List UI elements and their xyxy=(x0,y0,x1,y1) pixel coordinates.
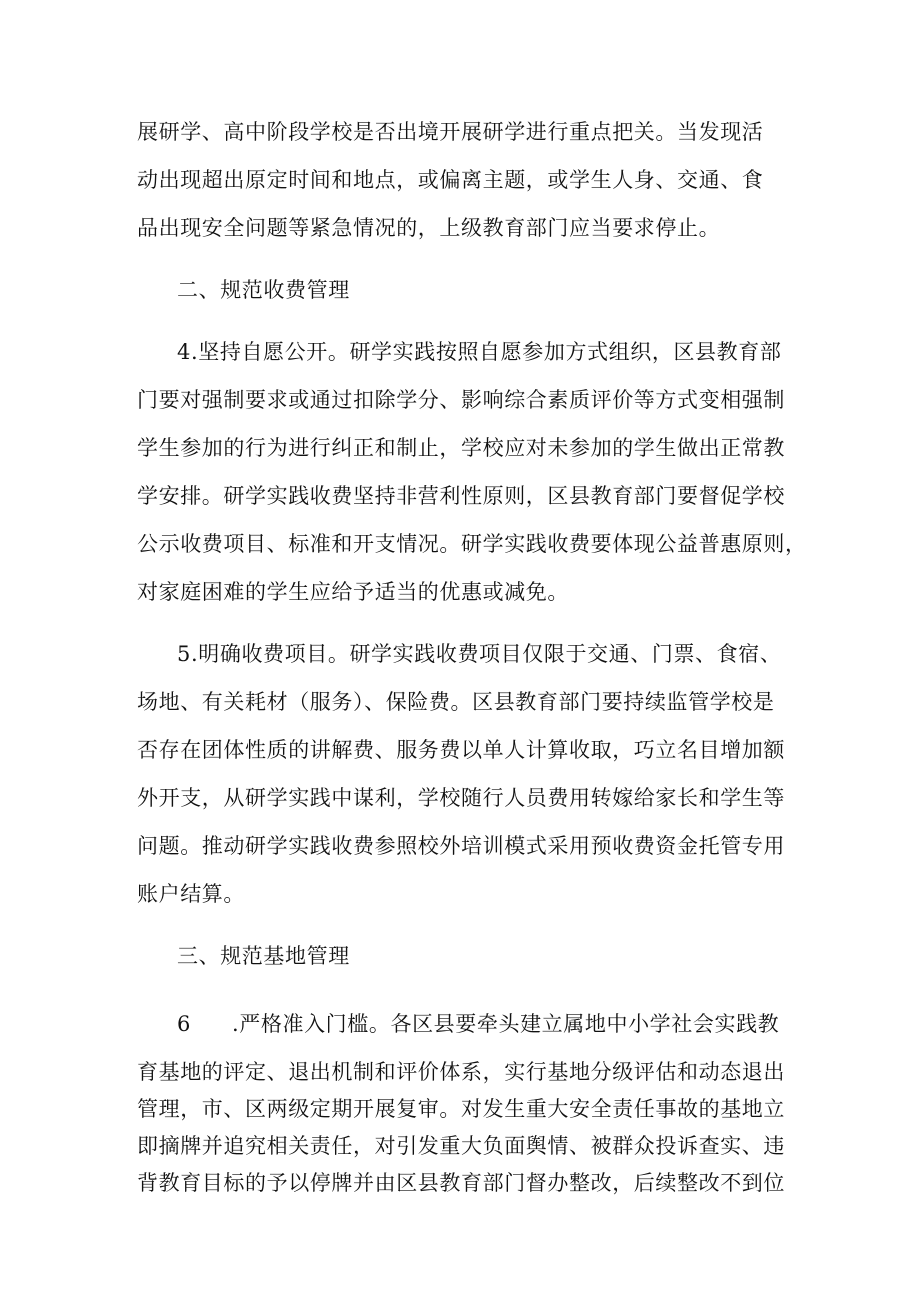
paragraph-line: 学安排。研学实践收费坚持非营利性原则，区县教育部门要督促学校 xyxy=(137,484,785,508)
paragraph-line: 即摘牌并追究相关责任，对引发重大负面舆情、被群众投诉查实、违 xyxy=(137,1134,785,1158)
paragraph-line: 对家庭困难的学生应给予适当的优惠或减免。 xyxy=(137,580,569,604)
paragraph-line: 外开支，从研学实践中谋利，学校随行人员费用转嫁给家长和学生等 xyxy=(137,786,785,810)
item-text: .明确收费项目。研学实践收费项目仅限于交通、门票、食宿、 xyxy=(190,642,782,666)
paragraph-line: 否存在团体性质的讲解费、服务费以单人计算收取，巧立名目增加额 xyxy=(137,738,785,762)
item-5-first-line xyxy=(177,640,781,668)
item-4-first-line xyxy=(177,338,781,366)
paragraph-line: 门要对强制要求或通过扣除学分、影响综合素质评价等方式变相强制 xyxy=(137,388,785,412)
paragraph-line: 展研学、高中阶段学校是否出境开展研学进行重点把关。当发现活 xyxy=(137,120,764,144)
item-6-first-line xyxy=(177,1010,779,1038)
paragraph-line: 问题。推动研学实践收费参照校外培训模式采用预收费资金托管专用 xyxy=(137,834,785,858)
paragraph-line: 账户结算。 xyxy=(137,882,245,906)
paragraph-line: 背教育目标的予以停牌并由区县教育部门督办整改，后续整改不到位 xyxy=(137,1171,785,1195)
item-text: .严格准入门槛。各区县要牵头建立属地中小学社会实践教 xyxy=(232,1012,780,1036)
paragraph-line: 动出现超出原定时间和地点，或偏离主题，或学生人身、交通、食 xyxy=(137,168,764,192)
item-text: .坚持自愿公开。研学实践按照自愿参加方式组织，区县教育部 xyxy=(190,340,782,364)
section-heading-base-management: 三、规范基地管理 xyxy=(177,944,350,968)
paragraph-line: 育基地的评定、退出机制和评价体系，实行基地分级评估和动态退出 xyxy=(137,1060,785,1084)
paragraph-line: 品出现安全问题等紧急情况的，上级教育部门应当要求停止。 xyxy=(137,216,721,240)
item-number: 6 xyxy=(177,1012,191,1036)
item-number: 5 xyxy=(177,642,191,666)
paragraph-line: 公示收费项目、标准和开支情况。研学实践收费要体现公益普惠原则， xyxy=(137,532,807,556)
paragraph-line: 学生参加的行为进行纠正和制止，学校应对未参加的学生做出正常教 xyxy=(137,436,785,460)
paragraph-line: 场地、有关耗材（服务）、保险费。区县教育部门要持续监管学校是 xyxy=(137,690,775,714)
paragraph-line: 管理，市、区两级定期开展复审。对发生重大安全责任事故的基地立 xyxy=(137,1097,785,1121)
section-heading-fee-management: 二、规范收费管理 xyxy=(177,278,350,302)
item-number: 4 xyxy=(177,340,191,364)
